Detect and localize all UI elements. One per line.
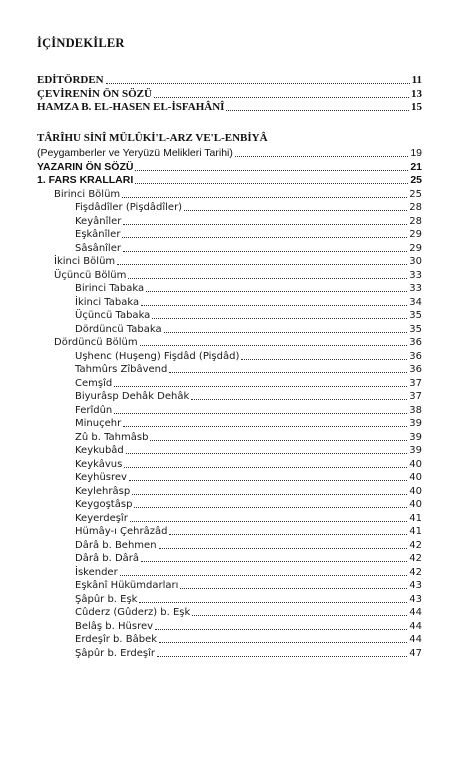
dot-leader — [117, 254, 407, 265]
page-title: İÇİNDEKİLER — [37, 36, 125, 50]
toc-entry-label: İskender — [75, 566, 118, 578]
dot-leader — [128, 268, 407, 279]
toc-entry-label: Şâpûr b. Eşk — [75, 593, 138, 605]
toc-entry-label: (Peygamberler ve Yeryüzü Melikleri Tarihi) — [37, 147, 233, 159]
toc-entry-label: Uşhenc (Huşeng) Fişdâd (Pişdâd) — [75, 350, 240, 362]
toc-entry-label: Şâpûr b. Erdeşîr — [75, 647, 156, 659]
toc-entry-label: Keykubâd — [75, 445, 124, 456]
toc-entry-label: Ferîdûn — [75, 404, 113, 416]
toc-entry-page-number: 44 — [409, 620, 422, 632]
toc-entry-label: Cemşîd — [75, 377, 113, 389]
toc-entry-label: YAZARIN ÖN SÖZÜ — [37, 160, 134, 173]
dot-leader — [139, 592, 407, 603]
toc-entry — [37, 159, 422, 173]
toc-entry — [37, 442, 422, 456]
toc-entry — [37, 213, 422, 227]
dot-leader — [132, 484, 407, 495]
toc-entry-label: Erdeşîr b. Bâbek — [75, 634, 158, 645]
dot-leader — [140, 335, 408, 346]
toc-entry — [37, 388, 422, 402]
toc-entry — [37, 321, 422, 335]
dot-leader — [159, 632, 407, 643]
dot-leader — [235, 146, 408, 157]
toc-entry-page-number: 28 — [409, 202, 422, 213]
toc-entry-label: Eşkânîler — [75, 229, 121, 240]
toc-entry-label: Dördüncü Bölüm — [54, 337, 138, 348]
table-of-contents — [37, 72, 422, 658]
toc-entry-page-number: 41 — [409, 526, 422, 537]
toc-entry-label: Üçüncü Bölüm — [54, 269, 127, 281]
dot-leader — [120, 565, 408, 576]
toc-entry-page-number: 40 — [409, 499, 422, 510]
toc-entry-label: Birinci Bölüm — [54, 188, 121, 200]
toc-entry-label: Keykâvus — [75, 458, 123, 470]
dot-leader — [141, 551, 407, 562]
toc-entry-page-number: 29 — [409, 229, 422, 240]
toc-entry — [37, 307, 422, 321]
dot-leader — [122, 187, 407, 198]
toc-entry-page-number: 40 — [409, 472, 422, 483]
toc-entry — [37, 429, 422, 443]
toc-entry-page-number: 37 — [409, 377, 422, 389]
toc-entry-page-number: 25 — [410, 174, 422, 186]
toc-entry-page-number: 42 — [409, 553, 422, 564]
toc-entry-label: Eşkânî Hükümdarları — [75, 580, 179, 591]
toc-entry — [37, 402, 422, 416]
toc-entry — [37, 510, 422, 524]
toc-entry-page-number: 35 — [409, 310, 422, 321]
toc-entry-page-number: 38 — [409, 404, 422, 416]
toc-entry-page-number: 42 — [409, 566, 422, 578]
toc-entry — [37, 456, 422, 470]
toc-entry-page-number: 30 — [409, 256, 422, 267]
toc-entry-label: Keygoştâsp — [75, 499, 133, 510]
dot-leader — [154, 87, 409, 98]
toc-entry — [37, 645, 422, 659]
dot-leader — [180, 578, 407, 589]
toc-entry-label: İkinci Bölüm — [54, 256, 116, 267]
toc-entry — [37, 226, 422, 240]
toc-entry — [37, 294, 422, 308]
toc-entry-page-number: 28 — [409, 215, 422, 227]
toc-entry-page-number: 47 — [409, 647, 422, 659]
toc-entry-page-number: 29 — [409, 242, 422, 254]
toc-entry — [37, 253, 422, 267]
dot-leader — [122, 227, 407, 238]
toc-entry-label: Minuçehr — [75, 418, 122, 429]
toc-entry-page-number: 15 — [411, 101, 422, 113]
dot-leader — [106, 73, 410, 84]
dot-leader — [169, 362, 407, 373]
toc-entry-page-number: 33 — [409, 269, 422, 281]
toc-entry — [37, 280, 422, 294]
dot-leader — [135, 160, 408, 171]
toc-entry — [37, 631, 422, 645]
toc-entry — [37, 199, 422, 213]
toc-entry — [37, 267, 422, 281]
toc-entry-label: Cûderz (Gûderz) b. Eşk — [75, 607, 191, 618]
dot-leader — [184, 200, 407, 211]
toc-entry-label: Üçüncü Tabaka — [75, 310, 151, 321]
toc-entry-page-number: 33 — [409, 283, 422, 294]
toc-entry-label: Fişdâdîler (Pişdâdîler) — [75, 202, 183, 213]
toc-entry-label: ÇEVİRENİN ÖN SÖZÜ — [37, 87, 152, 100]
toc-entry — [37, 375, 422, 389]
toc-entry-label: HAMZA B. EL-HASEN EL-İSFAHÂNÎ — [37, 101, 225, 113]
toc-entry — [37, 145, 422, 159]
toc-entry-page-number: 44 — [409, 607, 422, 618]
toc-entry-label: Sâsânîler — [75, 242, 121, 254]
dot-leader — [135, 173, 408, 184]
toc-entry — [37, 469, 422, 483]
dot-leader — [192, 605, 407, 616]
toc-entry — [37, 604, 422, 618]
toc-entry-page-number: 36 — [409, 337, 422, 348]
toc-entry-page-number: 40 — [409, 458, 422, 470]
toc-entry-label: Keylehrâsp — [75, 485, 131, 497]
toc-entry — [37, 348, 422, 362]
toc-entry-page-number: 42 — [409, 539, 422, 551]
toc-entry-page-number: 35 — [409, 323, 422, 335]
toc-entry-page-number: 43 — [409, 593, 422, 605]
dot-leader — [155, 619, 407, 630]
toc-entry-page-number: 40 — [409, 485, 422, 497]
toc-entry-page-number: 13 — [411, 87, 422, 100]
toc-entry — [37, 577, 422, 591]
toc-entry — [37, 550, 422, 564]
toc-entry-label: Belâş b. Hüsrev — [75, 620, 154, 632]
toc-entry-page-number: 39 — [409, 431, 422, 443]
toc-entry-page-number: 36 — [409, 350, 422, 362]
toc-entry-page-number: 44 — [409, 634, 422, 645]
dot-leader — [124, 457, 407, 468]
toc-entry-label: EDİTÖRDEN — [37, 74, 104, 86]
toc-entry — [37, 618, 422, 632]
toc-entry — [37, 496, 422, 510]
toc-entry — [37, 132, 422, 146]
dot-leader — [114, 376, 407, 387]
toc-entry — [37, 483, 422, 497]
dot-leader — [169, 524, 407, 535]
toc-entry-label: TÂRÎHU SİNÎ MÜLÛKİ'L-ARZ VE'L-ENBİYÂ — [37, 131, 268, 144]
dot-leader — [146, 281, 407, 292]
toc-entry-page-number: 36 — [409, 364, 422, 375]
toc-entry — [37, 240, 422, 254]
toc-entry-label: Hümây-ı Çehrâzâd — [75, 526, 168, 537]
toc-entry — [37, 537, 422, 551]
dot-leader — [130, 511, 407, 522]
toc-entry — [37, 86, 422, 100]
toc-entry-label: İkinci Tabaka — [75, 296, 140, 308]
toc-entry — [37, 564, 422, 578]
dot-leader — [164, 322, 408, 333]
dot-leader — [226, 100, 409, 111]
dot-leader — [134, 497, 407, 508]
dot-leader — [123, 416, 407, 427]
dot-leader — [152, 308, 407, 319]
toc-entry-label: Dârâ b. Dârâ — [75, 553, 140, 564]
dot-leader — [129, 470, 407, 481]
toc-entry-page-number: 21 — [410, 160, 422, 173]
dot-leader — [241, 349, 407, 360]
toc-entry — [37, 523, 422, 537]
toc-entry-page-number: 39 — [409, 418, 422, 429]
toc-entry-page-number: 39 — [409, 445, 422, 456]
toc-entry — [37, 172, 422, 186]
dot-leader — [114, 403, 407, 414]
dot-leader — [141, 295, 407, 306]
toc-entry-label: Keyânîler — [75, 215, 122, 227]
toc-entry-label: 1. FARS KRALLARI — [37, 174, 134, 186]
dot-leader — [191, 389, 407, 400]
dot-leader — [123, 241, 407, 252]
toc-entry — [37, 72, 422, 86]
dot-leader — [159, 538, 408, 549]
dot-leader — [157, 646, 407, 657]
toc-entry-page-number: 11 — [411, 74, 422, 86]
toc-entry — [37, 415, 422, 429]
toc-entry — [37, 361, 422, 375]
toc-entry-page-number: 41 — [409, 512, 422, 524]
dot-leader — [126, 443, 407, 454]
toc-entry-label: Keyhüsrev — [75, 472, 127, 483]
toc-entry — [37, 186, 422, 200]
toc-entry-page-number: 34 — [409, 296, 422, 308]
toc-entry — [37, 99, 422, 113]
toc-entry — [37, 591, 422, 605]
toc-entry-label: Zû b. Tahmâsb — [75, 431, 149, 443]
dot-leader — [123, 214, 407, 225]
toc-entry-page-number: 37 — [409, 391, 422, 402]
toc-entry-label: Keyerdeşîr — [75, 512, 128, 524]
toc-entry-page-number: 19 — [410, 147, 422, 159]
dot-leader — [150, 430, 407, 441]
toc-entry-label: Tahmûrs Zîbâvend — [75, 364, 168, 375]
toc-entry — [37, 334, 422, 348]
toc-entry-page-number: 43 — [409, 580, 422, 591]
toc-entry-label: Birinci Tabaka — [75, 283, 145, 294]
toc-entry-label: Dördüncü Tabaka — [75, 323, 162, 335]
toc-entry-page-number: 25 — [409, 188, 422, 200]
toc-entry-label: Dârâ b. Behmen — [75, 539, 157, 551]
toc-entry-label: Biyurâsp Dehâk Dehâk — [75, 391, 190, 402]
